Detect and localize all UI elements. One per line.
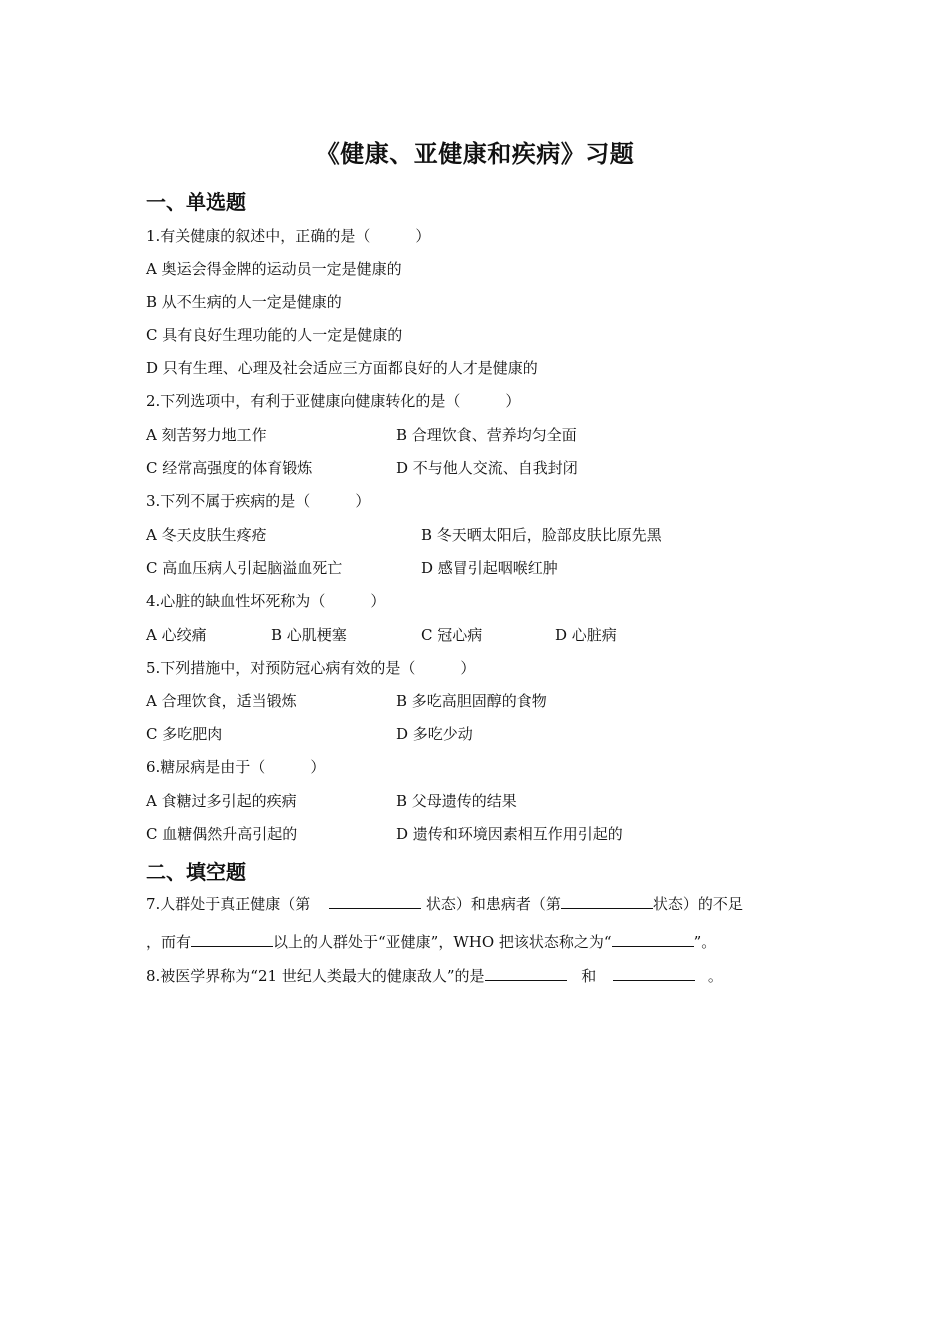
answer-blank[interactable] (329, 894, 421, 909)
question-4-option-d: D 心脏病 (555, 626, 617, 644)
answer-blank[interactable] (485, 966, 567, 981)
question-3-stem: 3.下列不属于疾病的是（ ） (146, 492, 371, 510)
question-2-option-a: A 刻苦努力地工作 (146, 426, 267, 444)
answer-blank[interactable] (561, 894, 653, 909)
question-8-line (146, 966, 723, 986)
question-5-stem: 5.下列措施中，对预防冠心病有效的是（ ） (146, 659, 476, 677)
answer-blank[interactable] (612, 932, 694, 947)
question-6-option-a: A 食糖过多引起的疾病 (146, 792, 297, 810)
question-5-option-c: C 多吃肥肉 (146, 725, 223, 743)
question-1-stem: 1.有关健康的叙述中，正确的是（ ） (146, 227, 431, 245)
question-2-option-b: B 合理饮食、营养均匀全面 (396, 426, 577, 444)
question-2-option-d: D 不与他人交流、自我封闭 (396, 459, 578, 477)
question-4-option-c: C 冠心病 (421, 626, 483, 644)
question-4-option-a: A 心绞痛 (146, 626, 207, 644)
question-1-option-d: D 只有生理、心理及社会适应三方面都良好的人才是健康的 (146, 359, 538, 377)
question-1-option-a: A 奥运会得金牌的运动员一定是健康的 (146, 260, 402, 278)
question-7-line-1 (146, 894, 743, 914)
question-6-option-c: C 血糖偶然升高引起的 (146, 825, 298, 843)
question-3-option-c: C 高血压病人引起脑溢血死亡 (146, 559, 343, 577)
question-7-text-6: ”。 (693, 933, 717, 951)
section-heading-single-choice: 一、单选题 (146, 190, 246, 214)
question-4-stem: 4.心脏的缺血性坏死称为（ ） (146, 592, 386, 610)
section-heading-fill-blank: 二、填空题 (146, 860, 246, 884)
question-7-line-2 (146, 932, 716, 952)
question-8-text-1: 8.被医学界称为“21 世纪人类最大的健康敌人”的是 (146, 967, 485, 985)
question-7-text-4: ，而有 (146, 933, 192, 951)
question-8-text-3: 。 (707, 967, 723, 985)
question-4-option-b: B 心肌梗塞 (271, 626, 347, 644)
question-7-text-2: 状态）和患病者（第 (425, 895, 561, 913)
answer-blank[interactable] (613, 966, 695, 981)
question-2-option-c: C 经常高强度的体育锻炼 (146, 459, 313, 477)
question-6-option-b: B 父母遗传的结果 (396, 792, 517, 810)
question-8-text-2: 和 (581, 967, 597, 985)
question-7-text-3: 状态）的不足 (652, 895, 743, 913)
question-6-option-d: D 遗传和环境因素相互作用引起的 (396, 825, 623, 843)
question-3-option-d: D 感冒引起咽喉红肿 (421, 559, 558, 577)
question-2-stem: 2.下列选项中，有利于亚健康向健康转化的是（ ） (146, 392, 521, 410)
answer-blank[interactable] (191, 932, 273, 947)
question-7-text-1: 7.人群处于真正健康（第 (146, 895, 311, 913)
page-title: 《健康、亚健康和疾病》习题 (315, 140, 635, 168)
question-1-option-c: C 具有良好生理功能的人一定是健康的 (146, 326, 403, 344)
question-3-option-a: A 冬天皮肤生疼疮 (146, 526, 267, 544)
question-7-text-5: 以上的人群处于“亚健康”，WHO 把该状态称之为“ (273, 933, 612, 951)
question-5-option-a: A 合理饮食，适当锻炼 (146, 692, 297, 710)
question-1-option-b: B 从不生病的人一定是健康的 (146, 293, 342, 311)
question-5-option-d: D 多吃少动 (396, 725, 473, 743)
question-5-option-b: B 多吃高胆固醇的食物 (396, 692, 547, 710)
question-6-stem: 6.糖尿病是由于（ ） (146, 758, 326, 776)
question-3-option-b: B 冬天晒太阳后，脸部皮肤比原先黑 (421, 526, 662, 544)
